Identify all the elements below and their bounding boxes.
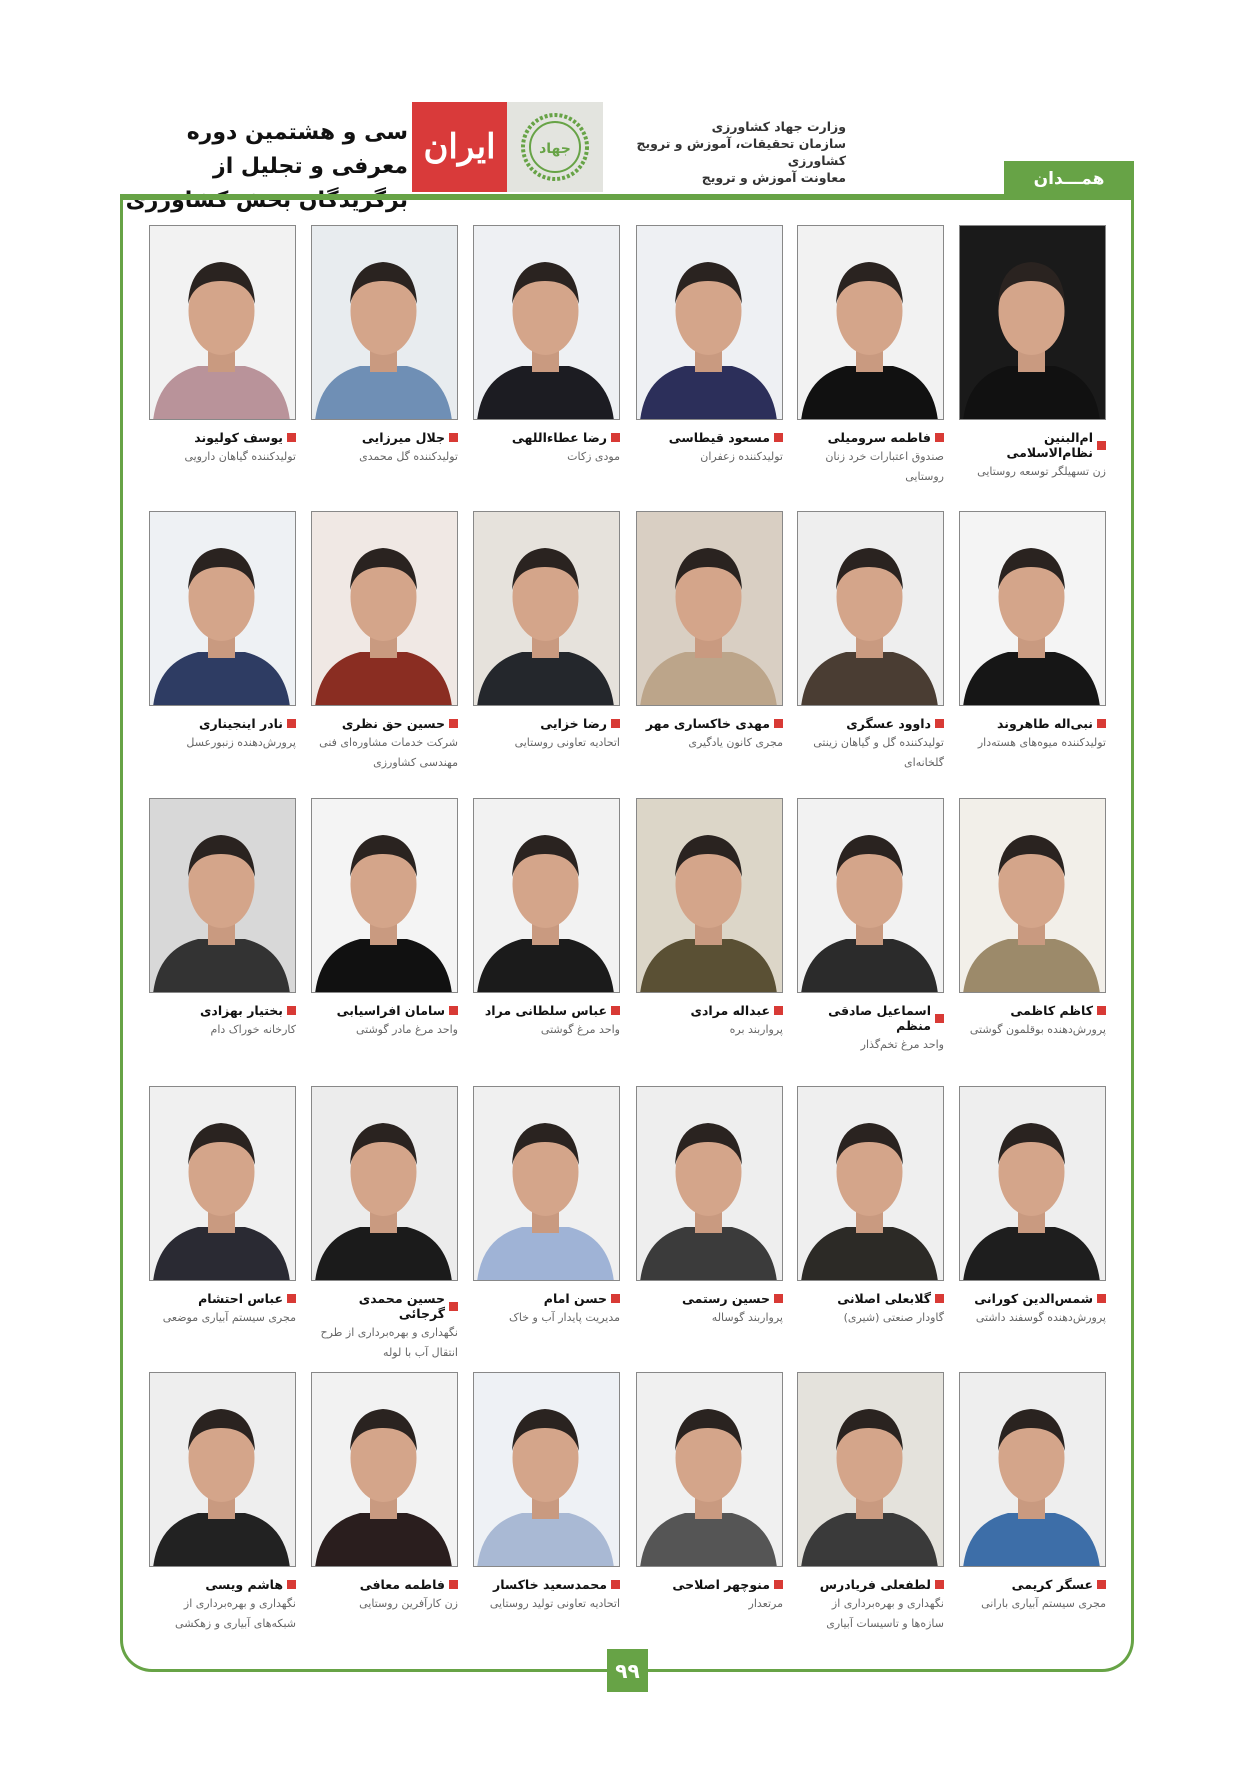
person-name-text: نبی‌اله طاهروند bbox=[997, 716, 1093, 731]
person-card bbox=[959, 1372, 1106, 1614]
person-description: کارخانه خوراک دام bbox=[210, 1023, 296, 1036]
bullet-square-icon bbox=[287, 1294, 296, 1303]
person-photo bbox=[797, 511, 944, 706]
person-description: واحد مرغ گوشتی bbox=[540, 1023, 620, 1036]
ministry-line: سازمان تحقیقات، آموزش و ترویج کشاورزی bbox=[636, 136, 846, 168]
bullet-square-icon bbox=[611, 1294, 620, 1303]
person-name-text: عباس احتشام bbox=[198, 1291, 283, 1306]
person-photo bbox=[636, 1372, 783, 1567]
person-description: پرورش‌دهنده بوقلمون گوشتی bbox=[969, 1023, 1106, 1036]
person-photo bbox=[797, 798, 944, 993]
person-card bbox=[149, 1372, 296, 1634]
bullet-square-icon bbox=[1097, 1580, 1106, 1589]
person-card bbox=[959, 225, 1106, 482]
person-photo bbox=[959, 225, 1106, 420]
person-name bbox=[311, 1291, 458, 1321]
bullet-square-icon bbox=[287, 433, 296, 442]
person-name bbox=[149, 1003, 296, 1018]
person-name bbox=[797, 430, 944, 445]
person-photo bbox=[636, 511, 783, 706]
person-name bbox=[473, 1291, 620, 1306]
bullet-square-icon bbox=[935, 1014, 944, 1023]
person-description: اتحادیه تعاونی روستایی bbox=[514, 736, 620, 749]
person-name bbox=[959, 716, 1106, 731]
person-name-text: عبداله مرادی bbox=[690, 1003, 770, 1018]
person-description: گاودار صنعتی (شیری) bbox=[843, 1311, 944, 1324]
person-card bbox=[473, 225, 620, 467]
person-name-text: ام‌البنین نظام‌الاسلامی bbox=[1006, 430, 1093, 460]
bullet-square-icon bbox=[287, 1006, 296, 1015]
person-card bbox=[959, 1086, 1106, 1328]
person-card bbox=[797, 1372, 944, 1634]
person-card bbox=[636, 1086, 783, 1328]
person-name bbox=[959, 430, 1106, 460]
person-card bbox=[959, 511, 1106, 753]
person-description: نگهداری و بهره‌برداری از طرح انتقال آب با لوله bbox=[320, 1326, 458, 1359]
bullet-square-icon bbox=[935, 1580, 944, 1589]
person-name-text: داوود عسگری bbox=[846, 716, 931, 731]
person-photo bbox=[473, 798, 620, 993]
person-name bbox=[311, 1577, 458, 1592]
person-description: نگهداری و بهره‌برداری از سازه‌ها و تاسیسات آبیاری bbox=[826, 1597, 944, 1630]
person-name-text: منوچهر اصلاحی bbox=[672, 1577, 770, 1592]
person-description: زن کارآفرین روستایی bbox=[359, 1597, 458, 1610]
person-name-text: جلال میرزایی bbox=[361, 430, 445, 445]
person-name-text: شمس‌الدین کورانی bbox=[974, 1291, 1093, 1306]
bullet-square-icon bbox=[449, 433, 458, 442]
person-name bbox=[959, 1003, 1106, 1018]
bullet-square-icon bbox=[611, 1580, 620, 1589]
person-name bbox=[636, 430, 783, 445]
person-name-text: مهدی خاکساری مهر bbox=[645, 716, 770, 731]
person-description: پرواربند بره bbox=[729, 1023, 783, 1036]
person-description: تولیدکننده گل و گیاهان زینتی گلخانه‌ای bbox=[813, 736, 944, 769]
person-card bbox=[311, 1086, 458, 1363]
person-name bbox=[311, 1003, 458, 1018]
person-card bbox=[797, 511, 944, 773]
person-name bbox=[959, 1577, 1106, 1592]
person-photo bbox=[473, 1372, 620, 1567]
person-photo bbox=[959, 511, 1106, 706]
bullet-square-icon bbox=[1097, 1006, 1106, 1015]
person-name bbox=[636, 1577, 783, 1592]
jihad-keshavarzi-logo bbox=[507, 102, 603, 192]
bullet-square-icon bbox=[935, 719, 944, 728]
person-name-text: گلابعلی اصلانی bbox=[837, 1291, 931, 1306]
person-name-text: عسگر کریمی bbox=[1011, 1577, 1093, 1592]
person-card bbox=[797, 1086, 944, 1328]
person-photo bbox=[636, 1086, 783, 1281]
person-description: پرورش‌دهنده گوسفند داشتی bbox=[975, 1311, 1106, 1324]
bullet-square-icon bbox=[935, 433, 944, 442]
title-line-1: سی و هشتمین دوره معرفی و تجلیل از bbox=[186, 120, 408, 179]
person-photo bbox=[149, 1372, 296, 1567]
person-photo bbox=[473, 1086, 620, 1281]
bullet-square-icon bbox=[1097, 719, 1106, 728]
ministry-text bbox=[616, 118, 846, 186]
bullet-square-icon bbox=[287, 1580, 296, 1589]
person-name-text: اسماعیل صادقی منظم bbox=[828, 1003, 931, 1033]
person-photo bbox=[311, 798, 458, 993]
person-description: تولیدکننده گیاهان دارویی bbox=[184, 450, 296, 463]
person-card bbox=[636, 225, 783, 467]
person-name bbox=[311, 716, 458, 731]
person-name-text: حسین محمدی گرجائی bbox=[358, 1291, 445, 1321]
bullet-square-icon bbox=[774, 433, 783, 442]
person-card bbox=[149, 225, 296, 467]
person-name-text: سامان افراسیابی bbox=[336, 1003, 445, 1018]
bullet-square-icon bbox=[1097, 1294, 1106, 1303]
person-description: واحد مرغ مادر گوشتی bbox=[355, 1023, 458, 1036]
person-card bbox=[473, 1086, 620, 1328]
person-description: تولیدکننده میوه‌های هسته‌دار bbox=[977, 736, 1106, 749]
person-card bbox=[959, 798, 1106, 1040]
person-card bbox=[149, 1086, 296, 1328]
title-line-2: برگزیدگان بخش کشاورزی bbox=[125, 188, 408, 213]
person-name-text: فاطمه معافی bbox=[359, 1577, 445, 1592]
person-card bbox=[797, 225, 944, 487]
person-name-text: رضا عطاءاللهی bbox=[511, 430, 607, 445]
person-name-text: هاشم ویسی bbox=[205, 1577, 283, 1592]
bullet-square-icon bbox=[774, 1580, 783, 1589]
person-description: اتحادیه تعاونی تولید روستایی bbox=[489, 1597, 620, 1610]
person-name bbox=[636, 1003, 783, 1018]
person-photo bbox=[149, 511, 296, 706]
person-name bbox=[473, 1577, 620, 1592]
person-description: پرورش‌دهنده زنبورعسل bbox=[186, 736, 296, 749]
bullet-square-icon bbox=[449, 1580, 458, 1589]
bullet-square-icon bbox=[449, 1006, 458, 1015]
person-name bbox=[149, 430, 296, 445]
person-description: مودی زکات bbox=[567, 450, 620, 463]
person-description: مجری سیستم آبیاری بارانی bbox=[981, 1597, 1106, 1610]
person-card bbox=[636, 511, 783, 753]
person-name bbox=[636, 716, 783, 731]
page-number: ۹۹ bbox=[607, 1649, 648, 1692]
person-description: تولیدکننده زعفران bbox=[700, 450, 783, 463]
province-tab: همـــدان bbox=[1004, 161, 1134, 197]
person-card bbox=[636, 1372, 783, 1614]
person-photo bbox=[149, 1086, 296, 1281]
bullet-square-icon bbox=[774, 1294, 783, 1303]
person-photo bbox=[149, 225, 296, 420]
person-photo bbox=[311, 1086, 458, 1281]
person-name-text: رضا خزایی bbox=[540, 716, 607, 731]
person-card bbox=[473, 1372, 620, 1614]
person-card bbox=[149, 511, 296, 753]
person-photo bbox=[311, 1372, 458, 1567]
person-description: صندوق اعتبارات خرد زنان روستایی bbox=[825, 450, 944, 483]
person-photo bbox=[311, 225, 458, 420]
person-name-text: حسین رستمی bbox=[681, 1291, 770, 1306]
bullet-square-icon bbox=[449, 1302, 458, 1311]
person-name-text: حسن امام bbox=[543, 1291, 607, 1306]
bullet-square-icon bbox=[611, 719, 620, 728]
person-description: تولیدکننده گل محمدی bbox=[359, 450, 458, 463]
person-photo bbox=[636, 798, 783, 993]
person-description: مجری سیستم آبیاری موضعی bbox=[162, 1311, 296, 1324]
bullet-square-icon bbox=[935, 1294, 944, 1303]
person-name bbox=[149, 1577, 296, 1592]
person-card bbox=[797, 798, 944, 1055]
person-card bbox=[149, 798, 296, 1040]
ministry-line: وزارت جهاد کشاورزی bbox=[711, 119, 846, 134]
person-description: مدیریت پایدار آب و خاک bbox=[509, 1311, 620, 1324]
bullet-square-icon bbox=[611, 1006, 620, 1015]
person-description: شرکت خدمات مشاوره‌ای فنی مهندسی کشاورزی bbox=[319, 736, 458, 769]
bullet-square-icon bbox=[611, 433, 620, 442]
person-description: مجری کانون یادگیری bbox=[688, 736, 783, 749]
person-name bbox=[959, 1291, 1106, 1306]
person-card bbox=[311, 511, 458, 773]
person-name-text: کاظم کاظمی bbox=[1010, 1003, 1093, 1018]
person-name-text: محمدسعید خاکسار bbox=[493, 1577, 607, 1592]
person-name-text: فاطمه سرومیلی bbox=[827, 430, 931, 445]
person-name bbox=[797, 1577, 944, 1592]
bullet-square-icon bbox=[774, 1006, 783, 1015]
person-name bbox=[473, 716, 620, 731]
person-description: واحد مرغ تخم‌گذار bbox=[860, 1038, 944, 1051]
person-photo bbox=[149, 798, 296, 993]
person-name bbox=[311, 430, 458, 445]
person-name-text: مسعود قیطاسی bbox=[668, 430, 770, 445]
person-name-text: بختیار بهزادی bbox=[199, 1003, 283, 1018]
person-card bbox=[311, 1372, 458, 1614]
person-photo bbox=[473, 511, 620, 706]
person-name-text: یوسف کولیوند bbox=[194, 430, 283, 445]
person-name bbox=[473, 430, 620, 445]
person-name bbox=[797, 1291, 944, 1306]
iran-newspaper-logo: ایران bbox=[412, 102, 507, 192]
person-description: پرواربند گوساله bbox=[711, 1311, 783, 1324]
person-card bbox=[311, 798, 458, 1040]
person-photo bbox=[797, 1086, 944, 1281]
person-photo bbox=[797, 1372, 944, 1567]
bullet-square-icon bbox=[774, 719, 783, 728]
person-name-text: نادر اینجیناری bbox=[199, 716, 283, 731]
person-description: نگهداری و بهره‌برداری از شبکه‌های آبیاری و زهکشی bbox=[175, 1597, 296, 1630]
person-photo bbox=[959, 1086, 1106, 1281]
person-name bbox=[473, 1003, 620, 1018]
person-name bbox=[797, 1003, 944, 1033]
person-photo bbox=[311, 511, 458, 706]
person-name bbox=[797, 716, 944, 731]
person-name-text: لطفعلی فریادرس bbox=[819, 1577, 931, 1592]
person-description: مرتعدار bbox=[748, 1597, 783, 1610]
bullet-square-icon bbox=[287, 719, 296, 728]
person-photo bbox=[959, 1372, 1106, 1567]
bullet-square-icon bbox=[1097, 441, 1106, 450]
person-photo bbox=[797, 225, 944, 420]
person-photo bbox=[473, 225, 620, 420]
person-card bbox=[473, 798, 620, 1040]
person-name bbox=[149, 1291, 296, 1306]
person-card bbox=[473, 511, 620, 753]
person-name-text: حسین حق نظری bbox=[341, 716, 445, 731]
person-card bbox=[636, 798, 783, 1040]
person-description: زن تسهیلگر توسعه روستایی bbox=[977, 465, 1106, 478]
person-name-text: عباس سلطانی مراد bbox=[484, 1003, 607, 1018]
person-card bbox=[311, 225, 458, 467]
person-name bbox=[636, 1291, 783, 1306]
person-photo bbox=[636, 225, 783, 420]
person-name bbox=[149, 716, 296, 731]
person-photo bbox=[959, 798, 1106, 993]
svg-text:جهاد: جهاد bbox=[539, 141, 571, 157]
bullet-square-icon bbox=[449, 719, 458, 728]
ministry-line: معاونت آموزش و ترویج bbox=[701, 170, 846, 185]
